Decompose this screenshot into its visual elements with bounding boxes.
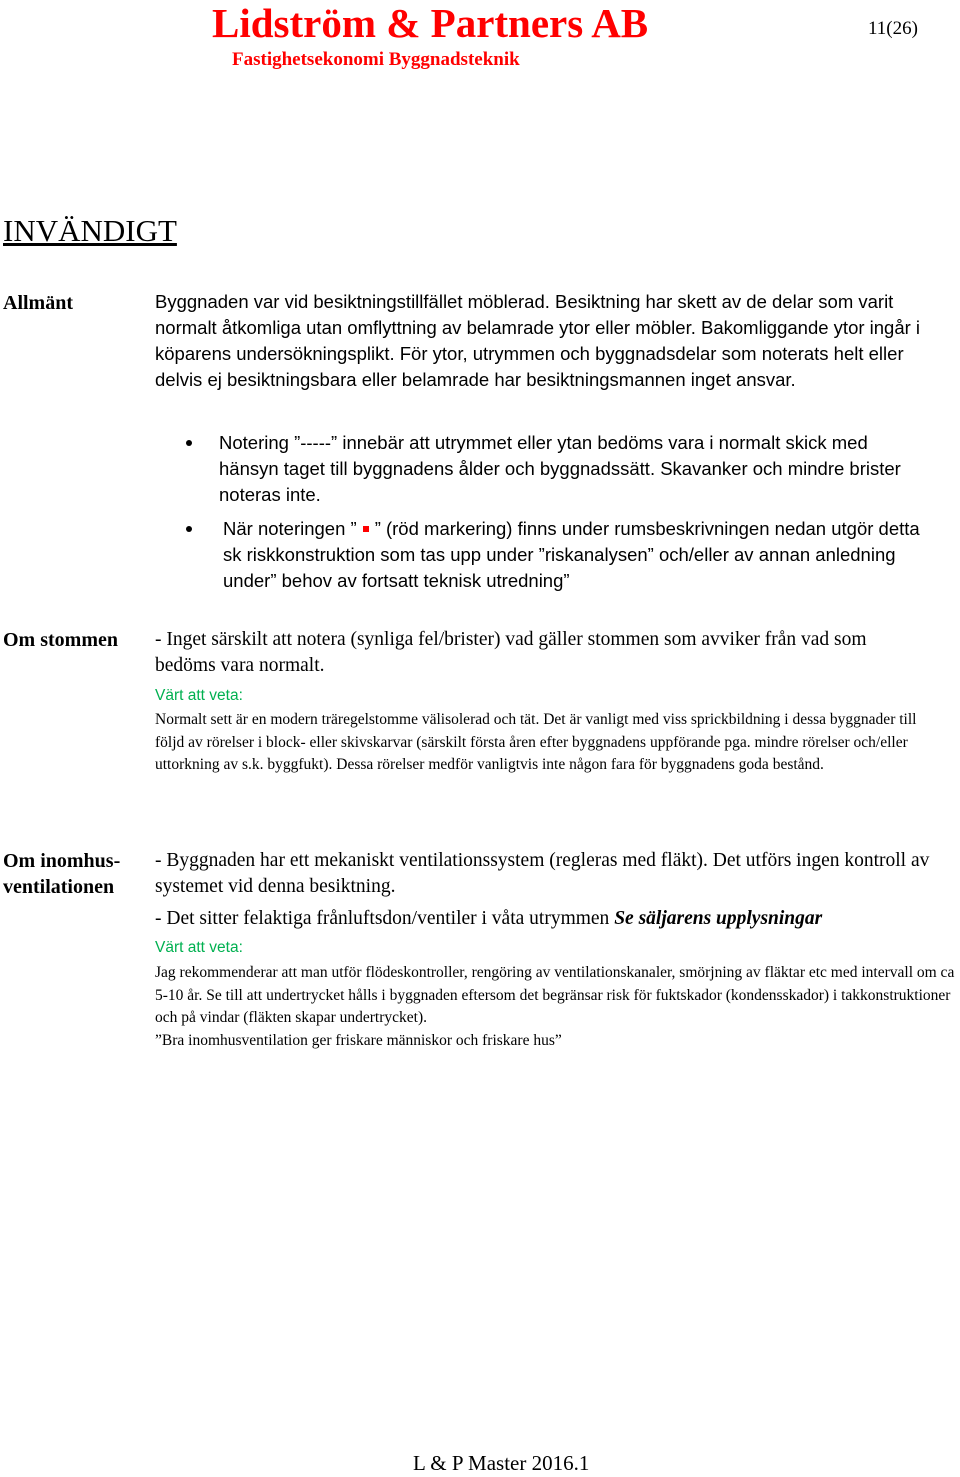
ventilation-text2-emph: Se säljarens upplysningar [614, 908, 823, 929]
bullet-notering [186, 430, 906, 508]
company-name: Lidström & Partners AB [212, 0, 649, 46]
bullet2-post: ” (röd markering) finns under rumsbeskrivningen nedan utgör detta sk riskkonstruktion som tas upp under ”riskanalysen” och/eller av annan anledning under” behov av fortsatt teknisk utredning” [223, 518, 920, 591]
allmant-paragraph: Byggnaden var vid besiktningstillfället möblerad. Besiktning har skett av de delar som varit normalt åtkomliga utan omflyttning av belamrade ytor eller möbler. Bakomliggande ytor ingår i köparens undersökningsplikt. För ytor, utrymmen och byggnadsdelar som noterats helt eller delvis ej besiktningsbara eller belamrade har besiktningsmannen inget ansvar. [155, 291, 921, 390]
ventilation-worth-label: Värt att veta: [155, 939, 243, 956]
ventilation-text2 [155, 906, 955, 932]
ventilation-quote: ”Bra inomhusventilation ger friskare människor och friskare hus” [155, 1031, 562, 1049]
label-stommen: Om stommen [3, 629, 118, 651]
label-ventilation [3, 848, 120, 900]
stommen-content [155, 627, 925, 777]
bullet2-pre: När noteringen ” [223, 518, 357, 539]
ventilation-content [155, 848, 955, 1052]
bullet-dot [186, 526, 192, 532]
page-number: 11(26) [868, 18, 918, 39]
stommen-worth-text: Normalt sett är en modern träregelstomme välisolerad och tät. Det är vanligt med viss sprickbildning i dessa byggnader till följd av rörelser i block- eller skivskarvar (särskilt första åren efter byggnadens uppförande pga. mindre rörelser och/eller uttorkning av s.k. byggfukt). Dessa rörelser medför vanligtvis inte någon fara för byggnadens goda bestånd. [155, 711, 917, 773]
section-title: INVÄNDIGT [3, 213, 177, 248]
bullet-riskmarkering [186, 516, 926, 594]
company-subtitle: Fastighetsekonomi Byggnadsteknik [232, 49, 520, 70]
bullet-riskmarkering-text [223, 516, 926, 594]
red-marker-icon [363, 526, 369, 532]
footer-version: L & P Master 2016.1 [413, 1451, 590, 1475]
label-ventilation-line1: Om inomhus- [3, 850, 121, 872]
bullet-notering-text: Notering ”-----” innebär att utrymmet eller ytan bedöms vara i normalt skick med hänsyn taget till byggnadens ålder och byggnadssätt. Skavanker och mindre brister noteras inte. [219, 432, 901, 505]
stommen-worth-label: Värt att veta: [155, 687, 243, 704]
label-ventilation-line2: ventilationen [3, 876, 115, 898]
ventilation-text2-pre: - Det sitter felaktiga frånluftsdon/ventiler i våta utrymmen [155, 908, 615, 929]
label-allmant: Allmänt [3, 292, 73, 314]
bullet-dot [186, 440, 192, 446]
ventilation-text1: - Byggnaden har ett mekaniskt ventilationssystem (regleras med fläkt). Det utförs ingen kontroll av systemet vid denna besiktning. [155, 850, 930, 897]
ventilation-worth-text: Jag rekommenderar att man utför flödeskontroller, rengöring av ventilationskanaler, smörjning av fläktar etc med intervall om ca 5-10 år. Se till att undertrycket hålls i byggnaden eftersom det begränsar risk för fuktskador (kondensskador) i takkonstruktioner och på vindar (fläkten skapar undertrycket). [155, 964, 955, 1026]
stommen-text: - Inget särskilt att notera (synliga fel/brister) vad gäller stommen som avviker från vad som bedöms vara normalt. [155, 629, 867, 676]
